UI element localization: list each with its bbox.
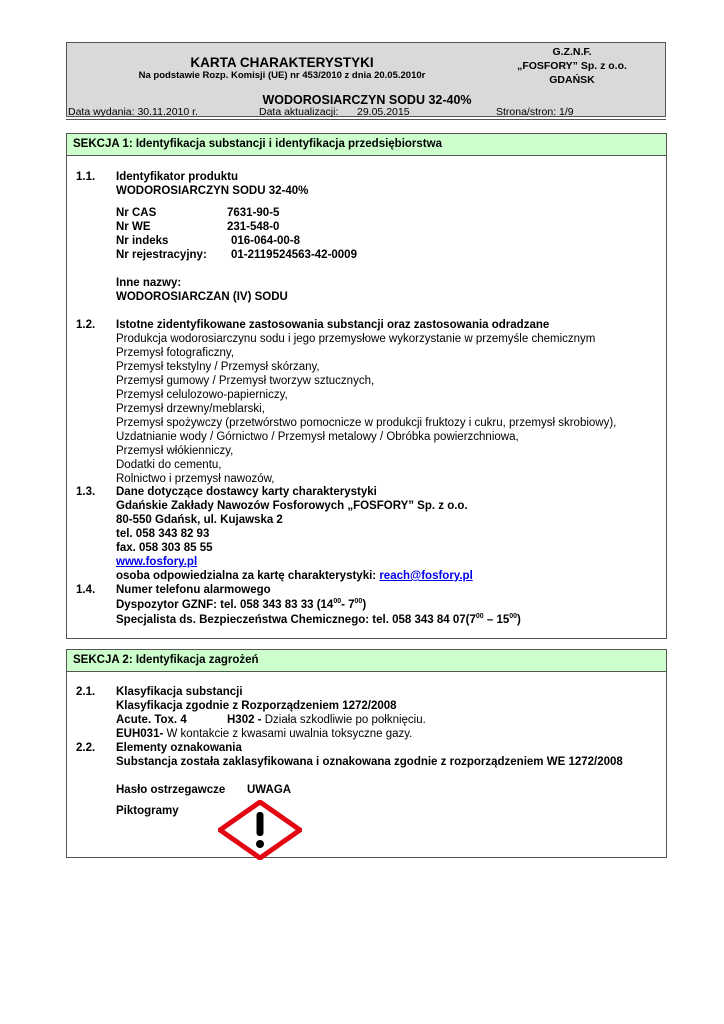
cas-label: Nr CAS bbox=[116, 207, 157, 219]
section-1-4-number: 1.4. bbox=[76, 584, 96, 596]
section-2-heading: SEKCJA 2: Identyfikacja zagrożeń bbox=[67, 650, 666, 672]
section-1-4-title: Numer telefonu alarmowego bbox=[116, 584, 271, 596]
signal-word-label: Hasło ostrzegawcze bbox=[116, 784, 226, 796]
use-item: Produkcja wodorosiarczynu sodu i jego przemysłowe wykorzystanie w przemyśle chemicznym bbox=[116, 333, 596, 345]
signal-word-value: UWAGA bbox=[247, 784, 292, 796]
exclamation-dot bbox=[256, 840, 264, 848]
index-label: Nr indeks bbox=[116, 235, 169, 247]
classification-regulation: Klasyfikacja zgodnie z Rozporządzeniem 1272/2008 bbox=[116, 700, 397, 712]
section-1-1-title: Identyfikator produktu bbox=[116, 171, 239, 183]
use-item: Przemysł fotograficzny, bbox=[116, 347, 235, 359]
dispatcher-text: - 7 bbox=[341, 599, 355, 611]
use-item: Przemysł gumowy / Przemysł tworzyw sztucznych, bbox=[116, 375, 375, 387]
we-value: 231-548-0 bbox=[227, 221, 280, 233]
use-item: Dodatki do cementu, bbox=[116, 459, 222, 471]
header-divider bbox=[66, 119, 666, 120]
supplier-phone: tel. 058 343 82 93 bbox=[116, 528, 210, 540]
company-line-1: G.Z.N.F. bbox=[552, 46, 592, 58]
section-2-1-title: Klasyfikacja substancji bbox=[116, 686, 243, 698]
dispatcher-text: Dyspozytor GZNF: tel. 058 343 83 33 (14 bbox=[116, 599, 334, 611]
company-block bbox=[497, 45, 647, 87]
specialist-text: Specjalista ds. Bezpieczeństwa Chemicznego: tel. 058 343 84 07(7 bbox=[116, 614, 476, 626]
euh031-code: EUH031- bbox=[116, 728, 164, 740]
contact-label: osoba odpowiedzialna za kartę charakterystyki: bbox=[116, 570, 380, 582]
update-label: Data aktualizacji: bbox=[259, 106, 339, 118]
labelling-statement: Substancja została zaklasyfikowana i oznakowana zgodnie z rozporządzeniem WE 1272/2008 bbox=[116, 756, 623, 768]
supplier-fax: fax. 058 303 85 55 bbox=[116, 542, 213, 554]
contact-email-link[interactable]: reach@fosfory.pl bbox=[379, 570, 473, 582]
euh031-statement bbox=[116, 727, 412, 741]
section-2-1-number: 2.1. bbox=[76, 686, 96, 698]
exclamation-bar bbox=[257, 812, 264, 836]
section-2-2-number: 2.2. bbox=[76, 742, 96, 754]
euh031-text: W kontakcie z kwasami uwalnia toksyczne gazy. bbox=[163, 728, 413, 740]
section-1-heading: SEKCJA 1: Identyfikacja substancji i identyfikacja przedsiębiorstwa bbox=[67, 134, 666, 156]
dispatcher-sup: 00 bbox=[333, 598, 342, 606]
product-identifier: WODOROSIARCZYN SODU 32-40% bbox=[116, 185, 309, 197]
use-item: Rolnictwo i przemysł nawozów, bbox=[116, 473, 275, 485]
update-date: 29.05.2015 bbox=[357, 106, 410, 118]
specialist-phone bbox=[116, 613, 521, 627]
section-2-2-title: Elementy oznakowania bbox=[116, 742, 242, 754]
supplier-address: 80-550 Gdańsk, ul. Kujawska 2 bbox=[116, 514, 283, 526]
section-1-1-number: 1.1. bbox=[76, 171, 96, 183]
h302-code: H302 - bbox=[227, 714, 262, 726]
use-item: Przemysł spożywczy (przetwórstwo pomocnicze w produkcji fruktozy i cukru, przemysł skrobiowy), bbox=[116, 417, 617, 429]
index-value: 016-064-00-8 bbox=[231, 235, 301, 247]
cas-value: 7631-90-5 bbox=[227, 207, 280, 219]
section-1-3-number: 1.3. bbox=[76, 486, 96, 498]
contact-line bbox=[116, 569, 473, 583]
specialist-text: ) bbox=[517, 614, 521, 626]
pictograms-label: Piktogramy bbox=[116, 805, 179, 817]
section-1-2-title: Istotne zidentyfikowane zastosowania substancji oraz zastosowania odradzane bbox=[116, 319, 550, 331]
dispatcher-sup: 00 bbox=[354, 598, 363, 606]
we-label: Nr WE bbox=[116, 221, 151, 233]
page-number: Strona/stron: 1/9 bbox=[496, 106, 574, 118]
issue-date: Data wydania: 30.11.2010 r. bbox=[68, 106, 198, 118]
specialist-sup: 00 bbox=[475, 613, 484, 621]
dispatcher-phone bbox=[116, 598, 366, 612]
website-link[interactable]: www.fosfory.pl bbox=[116, 556, 198, 568]
registration-value: 01-2119524563-42-0009 bbox=[231, 249, 357, 261]
use-item: Przemysł drzewny/meblarski, bbox=[116, 403, 265, 415]
acute-tox-class: Acute. Tox. 4 bbox=[116, 714, 187, 726]
document-title: KARTA CHARAKTERYSTYKI bbox=[190, 55, 374, 70]
dispatcher-text: ) bbox=[362, 599, 367, 611]
specialist-text: – 15 bbox=[483, 614, 510, 626]
other-names-value: WODOROSIARCZAN (IV) SODU bbox=[116, 291, 288, 303]
product-name: WODOROSIARCZYN SODU 32-40% bbox=[262, 93, 472, 107]
company-line-3: GDAŃSK bbox=[549, 74, 595, 86]
document-subtitle: Na podstawie Rozp. Komisji (UE) nr 453/2010 z dnia 20.05.2010r bbox=[138, 70, 426, 81]
use-item: Uzdatnianie wody / Górnictwo / Przemysł metalowy / Obróbka powierzchniowa, bbox=[116, 431, 519, 443]
registration-label: Nr rejestracyjny: bbox=[116, 249, 207, 261]
use-item: Przemysł tekstylny / Przemysł skórzany, bbox=[116, 361, 320, 373]
h302-text: Działa szkodliwie po połknięciu. bbox=[261, 714, 426, 726]
specialist-sup: 00 bbox=[509, 613, 518, 621]
section-1-3-title: Dane dotyczące dostawcy karty charakterystyki bbox=[116, 486, 377, 498]
use-item: Przemysł celulozowo-papierniczy, bbox=[116, 389, 288, 401]
exclamation-mark-diamond-icon bbox=[218, 800, 302, 860]
supplier-name: Gdańskie Zakłady Nawozów Fosforowych „FOSFORY” Sp. z o.o. bbox=[116, 500, 468, 512]
h302-statement bbox=[227, 713, 426, 727]
company-line-2: „FOSFORY” Sp. z o.o. bbox=[517, 60, 627, 72]
section-1-2-number: 1.2. bbox=[76, 319, 96, 331]
use-item: Przemysł włókienniczy, bbox=[116, 445, 234, 457]
other-names-label: Inne nazwy: bbox=[116, 277, 182, 289]
